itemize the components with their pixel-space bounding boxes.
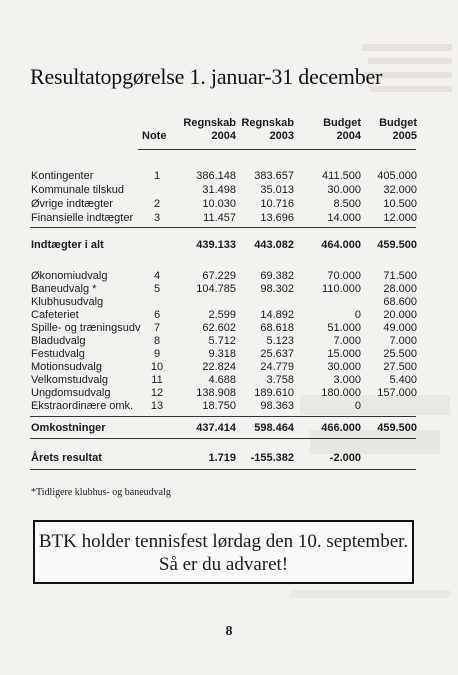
page-title: Resultatopgørelse 1. januar-31 december [30, 64, 383, 89]
announcement-line-1: BTK holder tennisfest lørdag den 10. september. [38, 531, 409, 552]
table-header [0, 117, 458, 147]
table-row: Motionsudvalg 10 22.824 24.779 30.000 27.500 [31, 361, 417, 373]
table-row: Kontingenter 1 386.148 383.657 411.500 405.000 [31, 170, 417, 182]
table-row: Spille- og træningsudv 7 62.602 68.618 51.000 49.000 [31, 322, 417, 334]
table-row: Øvrige indtægter 2 10.030 10.716 8.500 10.500 [31, 198, 417, 210]
table-row: Baneudvalg * 5 104.785 98.302 110.000 28.000 [31, 283, 417, 295]
note-header: Note [142, 130, 167, 142]
table-row: Klubhusudvalg 68.600 [31, 296, 417, 308]
table-row: Bladudvalg 8 5.712 5.123 7.000 7.000 [31, 335, 417, 347]
table-row: Ekstraordinære omk. 13 18.750 98.363 0 [31, 400, 361, 412]
result-rule [30, 469, 416, 470]
header-budget-2005: Budget 2005 [379, 117, 417, 142]
table-row: Finansielle indtægter 3 11.457 13.696 14.000 12.000 [31, 212, 417, 224]
table-row: Ungdomsudvalg 12 138.908 189.610 180.000 157.000 [31, 387, 417, 399]
income-rule [30, 227, 416, 228]
table-row: Cafeteriet 6 2.599 14.892 0 20.000 [31, 309, 417, 321]
header-budget-2004: Budget 2004 [323, 117, 361, 142]
expense-rule [30, 416, 416, 417]
total-rule [30, 438, 416, 439]
expense-total-row: Omkostninger 437.414 598.464 466.000 459.500 [31, 422, 417, 434]
page-number: 8 [225, 624, 233, 639]
result-row: Årets resultat 1.719 -155.382 -2.000 [31, 452, 361, 464]
table-row: Kommunale tilskud 31.498 35.013 30.000 32.000 [31, 184, 417, 196]
table-row: Velkomstudvalg 11 4.688 3.758 3.000 5.400 [31, 374, 417, 386]
announcement-line-2: Så er du advaret! [158, 554, 289, 575]
header-rule [138, 149, 416, 150]
announcement-box [33, 520, 414, 584]
income-total-row: Indtægter i alt 439.133 443.082 464.000 459.500 [31, 239, 417, 251]
header-regnskab-2003: Regnskab 2003 [241, 117, 294, 142]
table-row: Økonomiudvalg 4 67.229 69.382 70.000 71.500 [31, 270, 417, 282]
table-row: Festudvalg 9 9.318 25.637 15.000 25.500 [31, 348, 417, 360]
header-regnskab-2004: Regnskab 2004 [183, 117, 236, 142]
footnote: *Tidligere klubhus- og baneudvalg [31, 487, 171, 498]
